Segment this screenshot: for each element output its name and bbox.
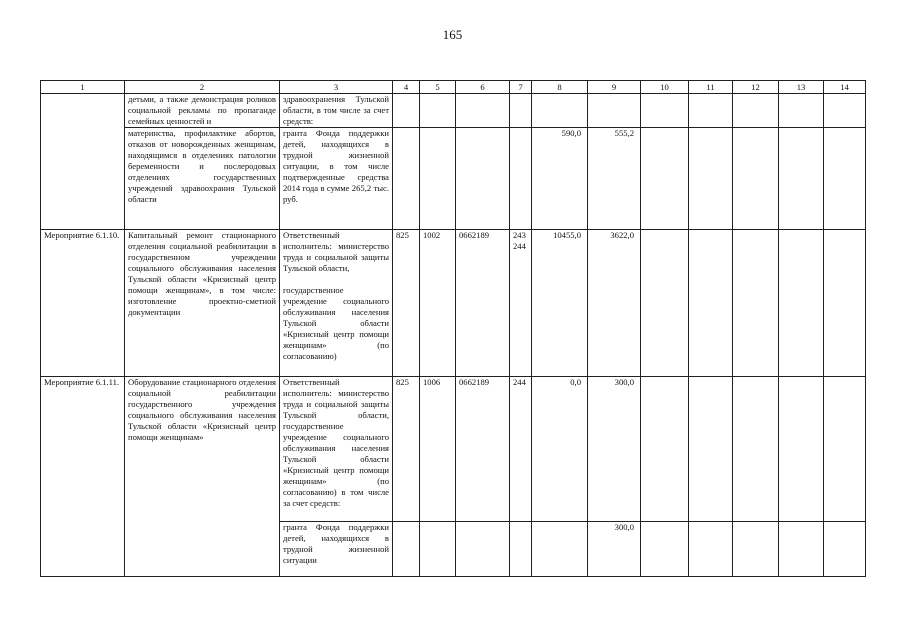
cell-code: 0662189 — [456, 377, 510, 522]
cell-code: 0662189 — [456, 230, 510, 377]
cell-measure: Мероприятие 6.1.11. — [41, 377, 125, 577]
col-header: 14 — [824, 81, 866, 94]
table-row — [41, 377, 866, 522]
cell-amount: 590,0 — [532, 128, 588, 230]
header-row — [41, 81, 866, 94]
cell-executor: Ответственный исполнитель: министерство труда и социальной защиты Тульской области, государственное учреждение социального обслуживания населения Тульской области «Кризисный центр помощи женщинам» (по согласованию) в том числе за счет средств: — [280, 377, 393, 522]
col-header: 11 — [689, 81, 733, 94]
col-header: 13 — [779, 81, 824, 94]
executor-institution: государственное учреждение социального обслуживания населения Тульской области «Кризисный центр помощи женщинам» (по согласованию) — [283, 285, 389, 361]
cell-description: Оборудование стационарного отделения социальной реабилитации государственного учреждения социального обслуживания населения Тульской области «Кризисный центр помощи женщинам» — [125, 377, 280, 577]
cell-amount: 0,0 — [532, 377, 588, 522]
cell-executor: здравоохранения Тульской области, в том числе за счет средств: — [280, 94, 393, 128]
cell-code: 244 — [510, 377, 532, 522]
cell-executor: гранта Фонда поддержки детей, находящихся в трудной жизненной ситуации — [280, 522, 393, 577]
cell-executor — [280, 230, 393, 377]
cell-executor: гранта Фонда поддержки детей, находящихся в трудной жизненной ситуации, в том числе подтвержденные средства 2014 года в сумме 265,2 тыс. руб. — [280, 128, 393, 230]
cell-amount: 300,0 — [588, 377, 641, 522]
page-number: 165 — [442, 27, 463, 42]
col-header: 6 — [456, 81, 510, 94]
cell-code: 1002 — [420, 230, 456, 377]
cell-amount: 555,2 — [588, 128, 641, 230]
cell-description: Капитальный ремонт стационарного отделения социальной реабилитации в государственном учреждении социального обслуживания населения Тульской области «Кризисный центр помощи женщинам», в том числе: изготовление проектно-сметной документации — [125, 230, 280, 377]
col-header: 3 — [280, 81, 393, 94]
cell-code: 1006 — [420, 377, 456, 522]
budget-table — [40, 80, 866, 577]
cell-code: 825 — [393, 230, 420, 377]
cell-code: 825 — [393, 377, 420, 522]
cell-description: детьми, а также демонстрация роликов социальной рекламы по пропаганде семейных ценностей и — [125, 94, 280, 128]
cell-amount: 3622,0 — [588, 230, 641, 377]
col-header: 9 — [588, 81, 641, 94]
table-row — [41, 94, 866, 128]
col-header: 8 — [532, 81, 588, 94]
col-header: 4 — [393, 81, 420, 94]
col-header: 5 — [420, 81, 456, 94]
cell-amount: 300,0 — [588, 522, 641, 577]
cell-description: материнства, профилактике абортов, отказов от новорожденных женщинам, находящимся в отделениях патологии беременности и послеродовых отделениях государственных учреждений здравоохрания Тульской области — [125, 128, 280, 230]
table-row — [41, 128, 866, 230]
cell-code: 243 244 — [510, 230, 532, 377]
col-header: 12 — [733, 81, 779, 94]
cell-measure — [41, 94, 125, 230]
col-header: 2 — [125, 81, 280, 94]
col-header: 10 — [641, 81, 689, 94]
col-header: 1 — [41, 81, 125, 94]
executor-responsible: Ответственный исполнитель: министерство труда и социальной защиты Тульской области, — [283, 230, 389, 273]
cell-measure: Мероприятие 6.1.10. — [41, 230, 125, 377]
table-row — [41, 230, 866, 377]
cell-amount: 10455,0 — [532, 230, 588, 377]
col-header: 7 — [510, 81, 532, 94]
